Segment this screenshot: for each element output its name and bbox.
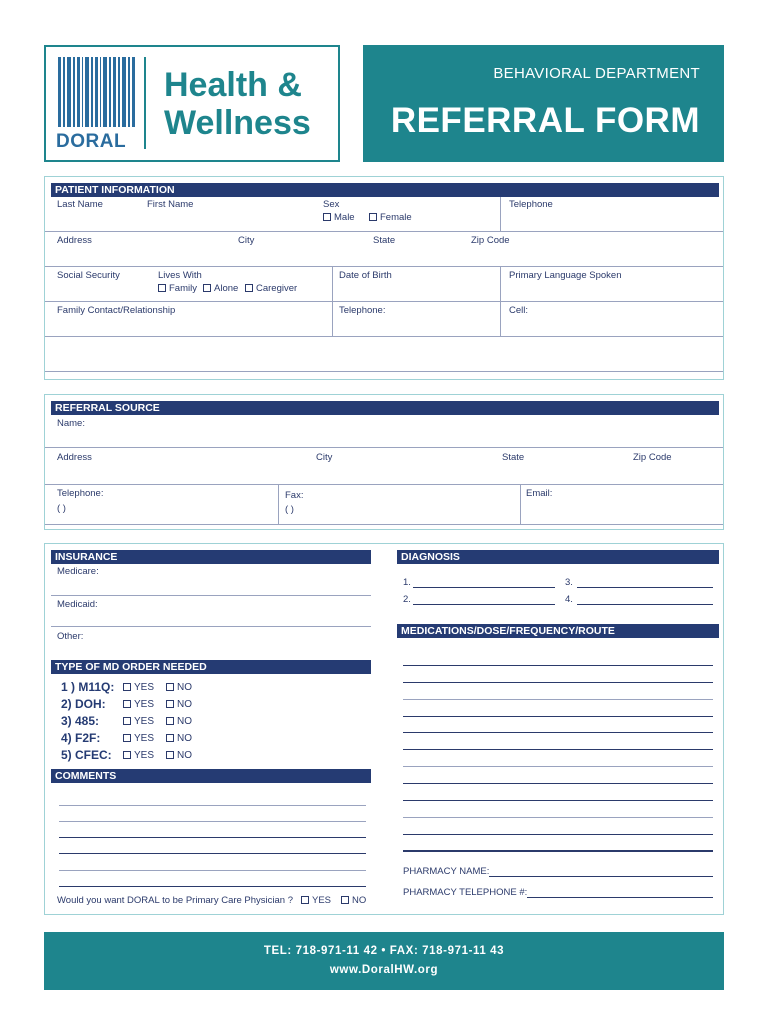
- telephone-field[interactable]: Telephone: [509, 199, 553, 210]
- medication-line[interactable]: [403, 834, 713, 835]
- checkbox[interactable]: [166, 683, 174, 691]
- footer-banner: [44, 932, 724, 990]
- lives-with-family-option[interactable]: Family: [158, 283, 197, 294]
- department-label: BEHAVIORAL DEPARTMENT: [493, 65, 700, 82]
- f2f-no-option[interactable]: NO: [166, 733, 192, 744]
- md-order-f2f: 4) F2F:: [61, 731, 101, 745]
- 485-yes-option[interactable]: YES: [123, 716, 154, 727]
- family-contact-field[interactable]: Family Contact/Relationship: [57, 305, 176, 316]
- form-title: REFERRAL FORM: [390, 101, 700, 140]
- referral-fax-field[interactable]: Fax:: [285, 490, 304, 501]
- patient-information-heading: PATIENT INFORMATION: [51, 183, 719, 197]
- medication-line[interactable]: [403, 749, 713, 750]
- checkbox[interactable]: [123, 700, 131, 708]
- logo-wellness-text: Wellness: [164, 104, 311, 142]
- comment-line[interactable]: [59, 805, 366, 806]
- referral-row-contact: [45, 485, 723, 525]
- medication-line[interactable]: [403, 766, 713, 767]
- checkbox[interactable]: [123, 734, 131, 742]
- medication-line[interactable]: [403, 665, 713, 666]
- insurance-heading: INSURANCE: [51, 550, 371, 564]
- title-banner: [363, 45, 724, 162]
- referral-row-name: [45, 415, 723, 448]
- referral-source-section: [44, 394, 724, 530]
- referral-telephone-field[interactable]: Telephone:: [57, 488, 104, 499]
- patient-row-social: [45, 267, 723, 302]
- sex-label: Sex: [323, 199, 340, 210]
- logo: [44, 45, 340, 162]
- m11q-no-option[interactable]: NO: [166, 682, 192, 693]
- footer-website-link[interactable]: www.DoralHW.org: [329, 964, 439, 976]
- comment-line[interactable]: [59, 821, 366, 822]
- alone-checkbox[interactable]: [203, 284, 211, 292]
- comment-line[interactable]: [59, 837, 366, 838]
- checkbox[interactable]: [123, 683, 131, 691]
- primary-language-field[interactable]: Primary Language Spoken: [509, 270, 622, 281]
- pharmacy-name-field[interactable]: [489, 876, 713, 877]
- checkbox[interactable]: [123, 717, 131, 725]
- caregiver-checkbox[interactable]: [245, 284, 253, 292]
- divider: [520, 485, 521, 525]
- divider: [332, 302, 333, 337]
- referral-name-field[interactable]: Name:: [57, 418, 85, 429]
- referral-email-field[interactable]: Email:: [526, 488, 553, 499]
- other-insurance-field[interactable]: Other:: [57, 631, 84, 642]
- pharmacy-telephone-label: PHARMACY TELEPHONE #:: [403, 887, 528, 898]
- medication-line[interactable]: [403, 850, 713, 852]
- diagnosis-3-field[interactable]: [577, 587, 713, 588]
- pcp-question: Would you want DORAL to be Primary Care Physician ?: [57, 895, 294, 906]
- divider: [500, 267, 501, 302]
- date-of-birth-field[interactable]: Date of Birth: [339, 270, 392, 281]
- medication-line[interactable]: [403, 682, 713, 683]
- checkbox[interactable]: [166, 717, 174, 725]
- family-telephone-field[interactable]: Telephone:: [339, 305, 386, 316]
- referral-state-field[interactable]: State: [502, 452, 525, 463]
- diagnosis-2-label: 2.: [403, 594, 411, 605]
- md-order-doh: 2) DOH:: [61, 697, 106, 711]
- diagnosis-2-field[interactable]: [413, 604, 555, 605]
- rule: [51, 626, 371, 627]
- patient-row-name: [45, 197, 723, 232]
- sex-female-option[interactable]: Female: [369, 212, 412, 223]
- logo-divider: [144, 57, 146, 149]
- footer-contact: TEL: 718-971-11 42 • FAX: 718-971-11 43: [263, 945, 505, 957]
- medication-line[interactable]: [403, 817, 713, 818]
- medication-line[interactable]: [403, 716, 713, 717]
- checkbox[interactable]: [166, 700, 174, 708]
- state-field[interactable]: State: [373, 235, 396, 246]
- cfec-yes-option[interactable]: YES: [123, 750, 154, 761]
- last-name-field[interactable]: Last Name: [57, 199, 103, 210]
- zip-code-field[interactable]: Zip Code: [471, 235, 510, 246]
- referral-telephone-area-code[interactable]: ( ): [57, 503, 66, 514]
- patient-notes-area[interactable]: [45, 337, 723, 372]
- medicaid-field[interactable]: Medicaid:: [57, 599, 98, 610]
- 485-no-option[interactable]: NO: [166, 716, 192, 727]
- divider: [278, 485, 279, 525]
- pharmacy-name-label: PHARMACY NAME:: [403, 866, 490, 877]
- medications-heading: MEDICATIONS/DOSE/FREQUENCY/ROUTE: [397, 624, 719, 638]
- f2f-yes-option[interactable]: YES: [123, 733, 154, 744]
- lives-with-label: Lives With: [158, 270, 202, 281]
- md-order-m11q: 1 ) M11Q:: [61, 680, 115, 694]
- comment-line[interactable]: [59, 870, 366, 871]
- city-field[interactable]: City: [238, 235, 255, 246]
- doh-yes-option[interactable]: YES: [123, 699, 154, 710]
- medication-line[interactable]: [403, 732, 713, 733]
- referral-address-field[interactable]: Address: [57, 452, 92, 463]
- referral-row-address: [45, 448, 723, 485]
- diagnosis-1-field[interactable]: [413, 587, 555, 588]
- medication-line[interactable]: [403, 800, 713, 801]
- referral-fax-area-code[interactable]: ( ): [285, 504, 294, 515]
- divider: [332, 267, 333, 302]
- diagnosis-1-label: 1.: [403, 577, 411, 588]
- first-name-field[interactable]: First Name: [147, 199, 194, 210]
- rule: [51, 595, 371, 596]
- comments-heading: COMMENTS: [51, 769, 371, 783]
- pcp-no-option[interactable]: NO: [341, 895, 366, 906]
- md-order-485: 3) 485:: [61, 714, 100, 728]
- patient-row-contact: [45, 302, 723, 337]
- clinical-section: [44, 543, 724, 915]
- address-field[interactable]: Address: [57, 235, 92, 246]
- social-security-field[interactable]: Social Security: [57, 270, 120, 281]
- checkbox[interactable]: [341, 896, 349, 904]
- checkbox[interactable]: [123, 751, 131, 759]
- patient-row-address: [45, 232, 723, 267]
- lives-with-caregiver-option[interactable]: Caregiver: [245, 283, 297, 294]
- comment-line[interactable]: [59, 886, 366, 887]
- checkbox[interactable]: [301, 896, 309, 904]
- diagnosis-4-label: 4.: [565, 594, 573, 605]
- cfec-no-option[interactable]: NO: [166, 750, 192, 761]
- logo-health-text: Health &: [164, 66, 302, 104]
- m11q-yes-option[interactable]: YES: [123, 682, 154, 693]
- diagnosis-3-label: 3.: [565, 577, 573, 588]
- diagnosis-heading: DIAGNOSIS: [397, 550, 719, 564]
- referral-zip-field[interactable]: Zip Code: [633, 452, 672, 463]
- md-order-heading: TYPE OF MD ORDER NEEDED: [51, 660, 371, 674]
- medication-line[interactable]: [403, 699, 713, 700]
- checkbox[interactable]: [166, 734, 174, 742]
- logo-doral-text: DORAL: [56, 131, 127, 152]
- cell-field[interactable]: Cell:: [509, 305, 529, 316]
- referral-source-heading: REFERRAL SOURCE: [51, 401, 719, 415]
- referral-city-field[interactable]: City: [316, 452, 333, 463]
- sex-male-option[interactable]: Male: [323, 212, 355, 223]
- doh-no-option[interactable]: NO: [166, 699, 192, 710]
- comment-line[interactable]: [59, 853, 366, 854]
- divider: [500, 302, 501, 337]
- medication-line[interactable]: [403, 783, 713, 784]
- divider: [500, 197, 501, 232]
- barcode-graphic: [58, 57, 138, 127]
- patient-information-section: [44, 176, 724, 380]
- medicare-field[interactable]: Medicare:: [57, 566, 99, 577]
- md-order-cfec: 5) CFEC:: [61, 748, 112, 762]
- checkbox[interactable]: [166, 751, 174, 759]
- female-checkbox[interactable]: [369, 213, 377, 221]
- diagnosis-4-field[interactable]: [577, 604, 713, 605]
- pharmacy-telephone-field[interactable]: [527, 897, 713, 898]
- family-checkbox[interactable]: [158, 284, 166, 292]
- male-checkbox[interactable]: [323, 213, 331, 221]
- lives-with-alone-option[interactable]: Alone: [203, 283, 238, 294]
- pcp-yes-option[interactable]: YES: [301, 895, 331, 906]
